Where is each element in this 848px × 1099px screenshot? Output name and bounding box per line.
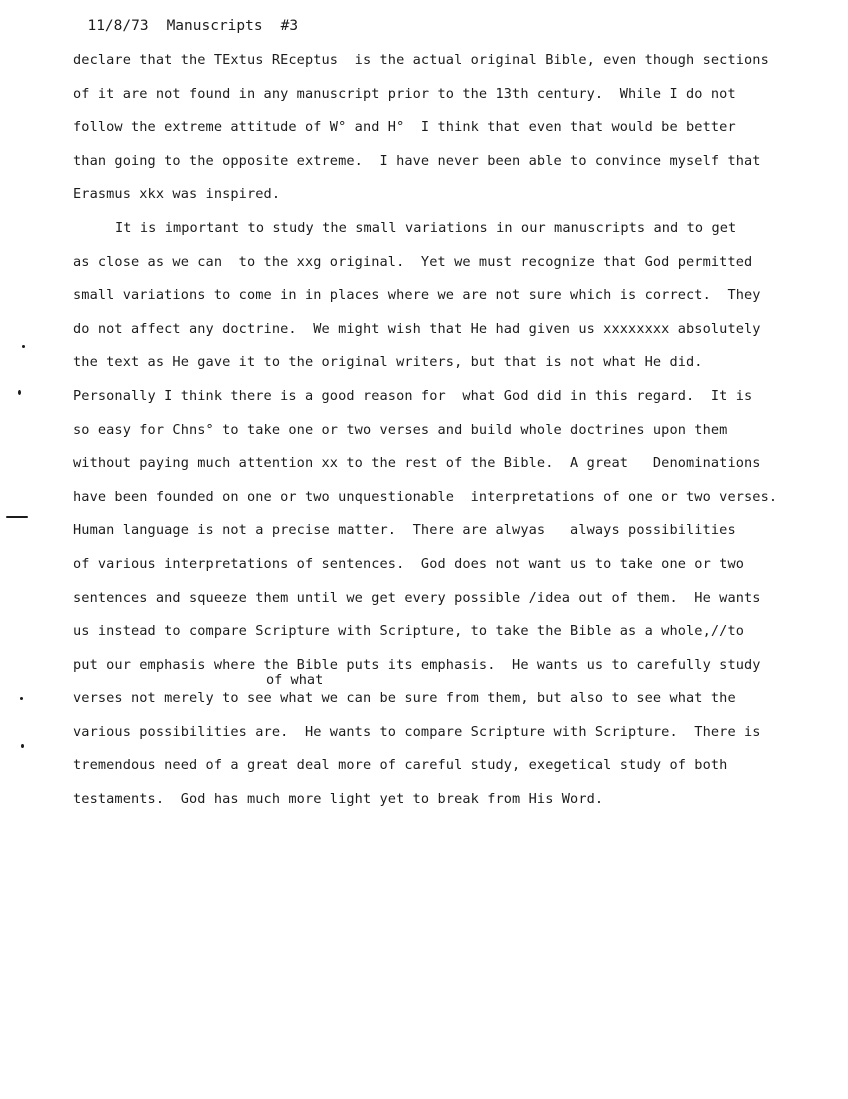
scan-speck bbox=[6, 516, 28, 518]
paragraph-start-line: It is important to study the small variations in our manuscripts and to get bbox=[115, 219, 737, 236]
text-line: various possibilities are. He wants to compare Scripture with Scripture. There is bbox=[73, 723, 761, 740]
text-line: small variations to come in in places where we are not sure which is correct. They bbox=[73, 287, 761, 304]
text-line: declare that the TExtus REceptus is the actual original Bible, even though sections bbox=[73, 52, 769, 68]
text-line: follow the extreme attitude of W° and H° I think that even that would be better bbox=[73, 119, 736, 136]
text-line: than going to the opposite extreme. I have never been able to convince myself that bbox=[73, 152, 761, 169]
text-line: as close as we can to the xxg original. Yet we must recognize that God permitted bbox=[73, 253, 753, 270]
text-line: without paying much attention xx to the rest of the Bible. A great Denominations bbox=[73, 455, 761, 472]
scan-speck bbox=[21, 744, 24, 748]
text-line: put our emphasis where the Bible puts its emphasis. He wants us to carefully study bbox=[73, 656, 761, 673]
text-line: Personally I think there is a good reason for what God did in this regard. It is bbox=[73, 387, 753, 404]
text-line: verses not merely to see what we can be sure from them, but also to see what the bbox=[73, 690, 736, 707]
text-line: tremendous need of a great deal more of careful study, exegetical study of both bbox=[73, 757, 728, 774]
text-line: Human language is not a precise matter. There are alwyas always possibilities bbox=[73, 522, 736, 539]
text-line: of it are not found in any manuscript prior to the 13th century. While I do not bbox=[73, 85, 736, 102]
scan-speck bbox=[22, 345, 25, 348]
header-date: 11/8/73 bbox=[87, 18, 149, 34]
text-line: Erasmus xkx was inspired. bbox=[73, 186, 281, 203]
interlinear-insertion: of what bbox=[266, 672, 324, 688]
text-line: the text as He gave it to the original writers, but that is not what He did. bbox=[73, 354, 703, 371]
scan-speck bbox=[18, 390, 21, 395]
text-line: us instead to compare Scripture with Scripture, to take the Bible as a whole,//to bbox=[73, 623, 745, 640]
text-line: do not affect any doctrine. We might wish that He had given us xxxxxxxx absolutely bbox=[73, 320, 761, 337]
header-page-number: #3 bbox=[280, 18, 299, 34]
text-line: testaments. God has much more light yet to break from His Word. bbox=[73, 791, 604, 808]
header-title: Manuscripts bbox=[166, 18, 263, 34]
page-header bbox=[70, 2, 316, 34]
text-line: sentences and squeeze them until we get every possible /idea out of them. He wants bbox=[73, 589, 761, 606]
typed-text-body bbox=[73, 49, 848, 822]
text-line: so easy for Chns° to take one or two verses and build whole doctrines upon them bbox=[73, 421, 728, 438]
text-line: have been founded on one or two unquestionable interpretations of one or two verses. bbox=[73, 488, 778, 505]
scan-speck bbox=[20, 697, 23, 700]
text-line: of various interpretations of sentences. God does not want us to take one or two bbox=[73, 555, 745, 572]
